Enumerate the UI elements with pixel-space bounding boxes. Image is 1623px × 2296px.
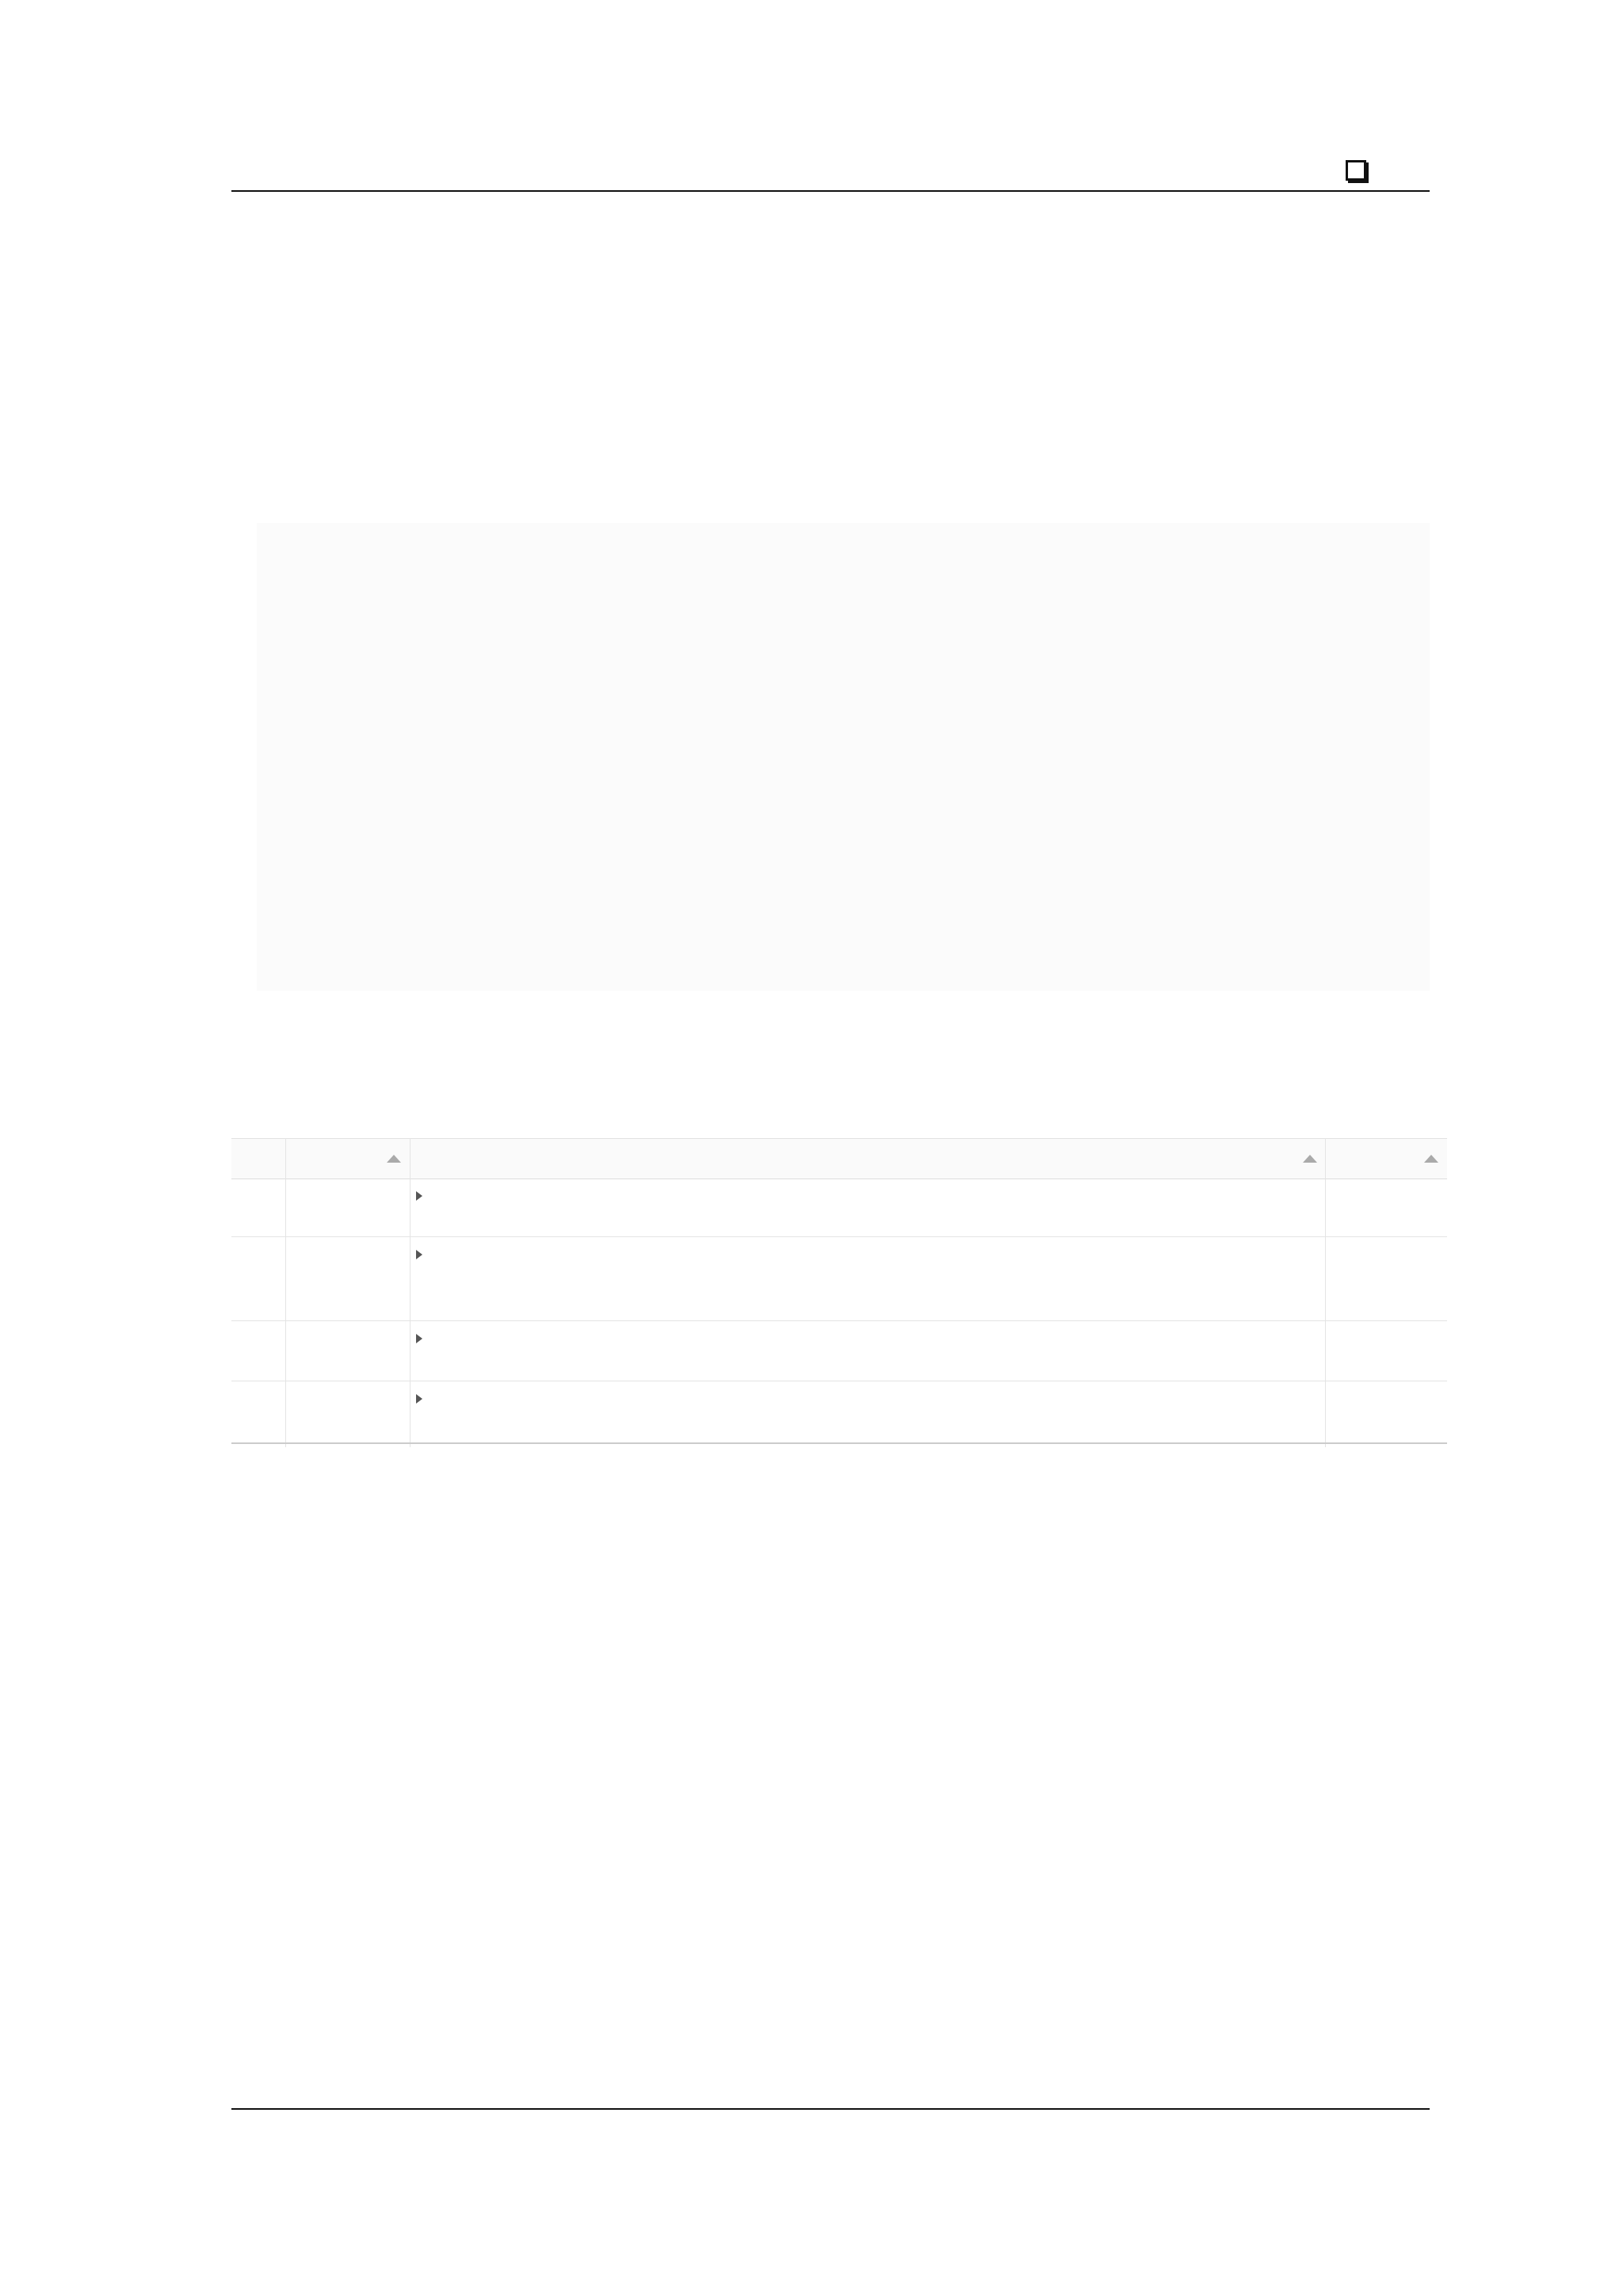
- sort-arrow-icon[interactable]: [1303, 1155, 1317, 1163]
- table-row: [231, 1236, 1447, 1321]
- section-heading-conclusion: [231, 1576, 290, 1605]
- sort-arrow-icon[interactable]: [387, 1155, 401, 1163]
- figure-9-background: [257, 523, 1430, 991]
- probability-cell: [416, 1184, 1541, 1208]
- figure-10-table: [231, 1138, 1447, 1447]
- running-footer: [231, 2108, 1430, 2116]
- expand-triangle-icon[interactable]: [416, 1334, 422, 1343]
- table-row: [231, 1381, 1447, 1444]
- table-row: [231, 1320, 1447, 1381]
- probability-cell: [416, 1387, 1541, 1411]
- expand-triangle-icon[interactable]: [416, 1191, 422, 1201]
- sort-arrow-icon[interactable]: [1424, 1155, 1438, 1163]
- running-header: [231, 155, 1430, 192]
- table-header: [231, 1138, 1447, 1179]
- expand-triangle-icon[interactable]: [416, 1394, 422, 1404]
- checkbox-symbol-icon: [1346, 160, 1366, 181]
- expand-triangle-icon[interactable]: [416, 1250, 422, 1259]
- figure-9-charts: [222, 515, 1442, 991]
- probability-cell: [416, 1243, 1541, 1266]
- table-row: [231, 1178, 1447, 1237]
- reference-item: [231, 1983, 1430, 2032]
- reference-item: [231, 2032, 1430, 2081]
- probability-cell: [416, 1327, 1541, 1350]
